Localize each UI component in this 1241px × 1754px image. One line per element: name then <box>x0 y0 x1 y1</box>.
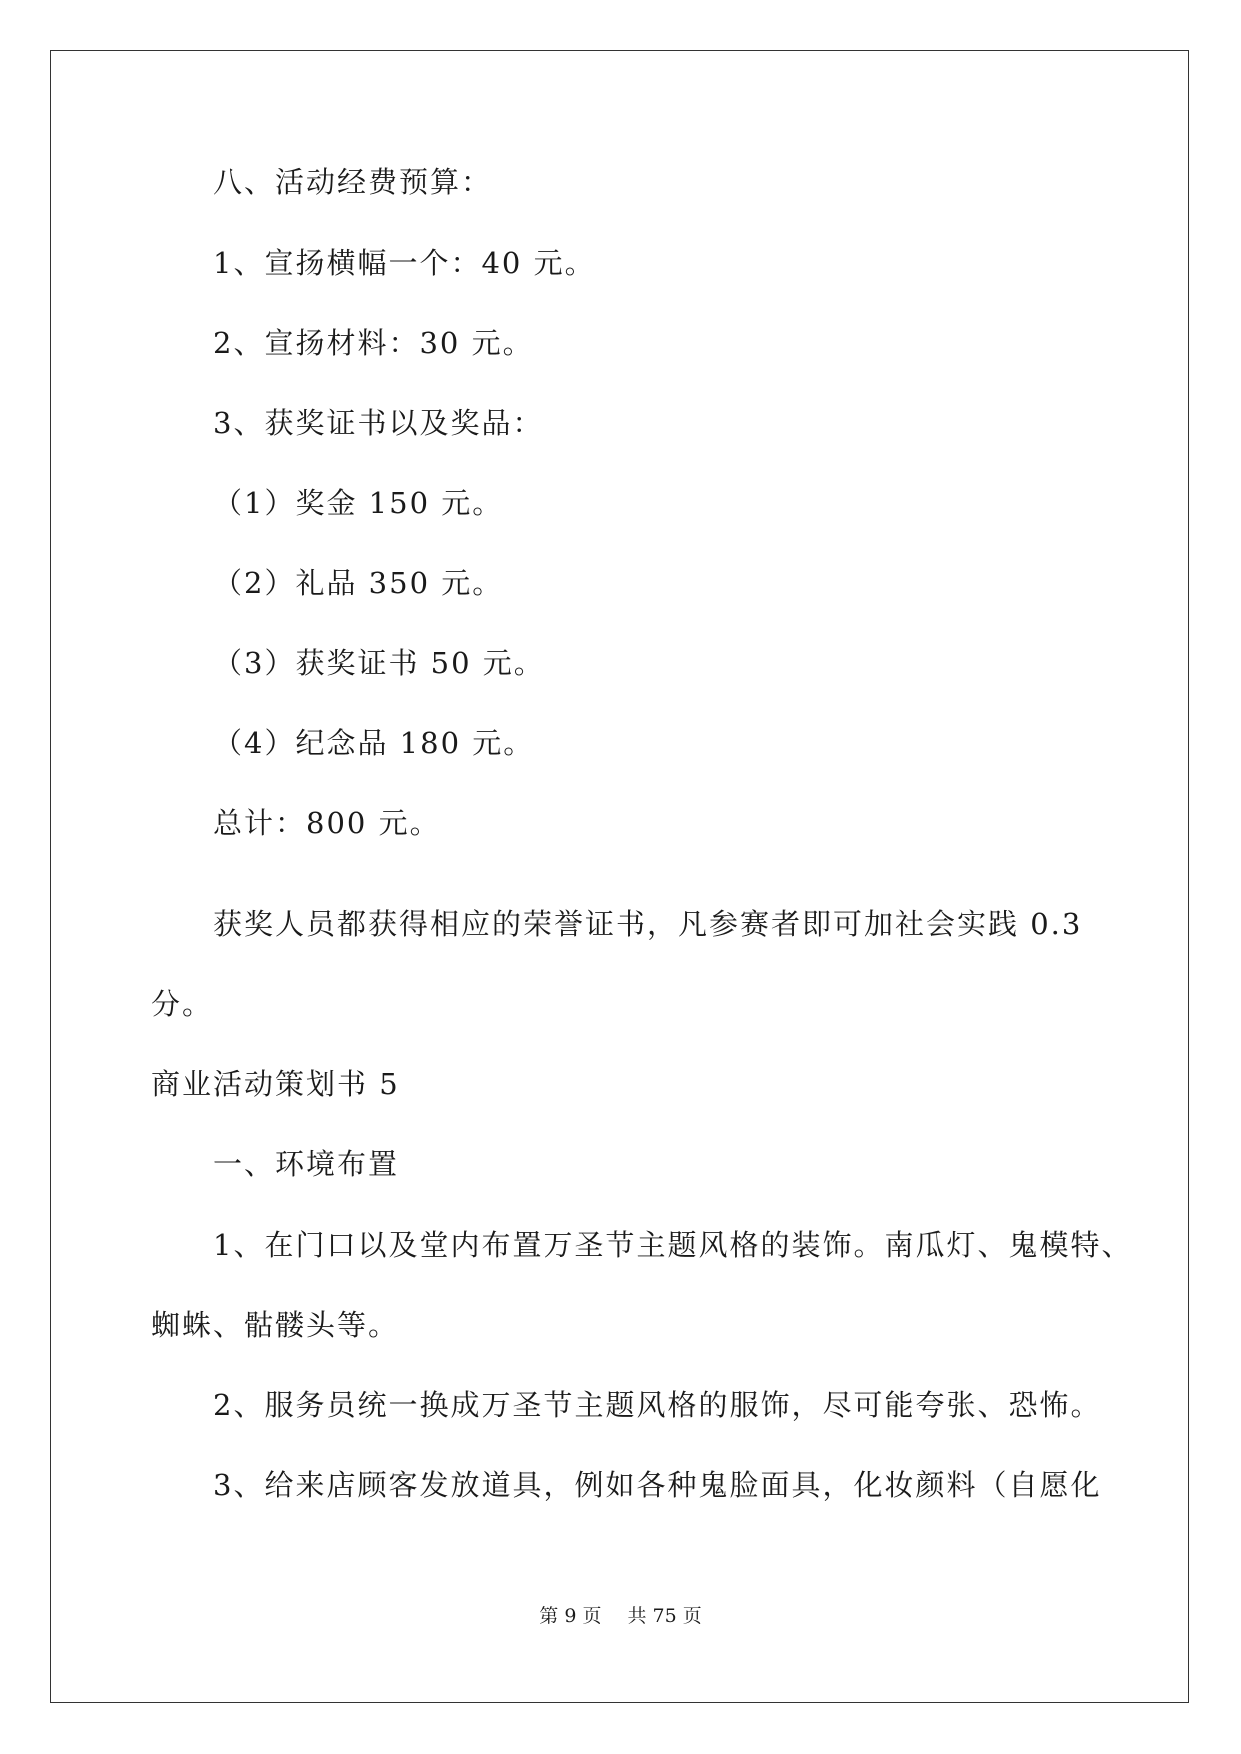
environment-item-1: 1、在门口以及堂内布置万圣节主题风格的装饰。南瓜灯、鬼模特、 <box>213 1228 1133 1262</box>
page-frame <box>50 50 1189 1703</box>
environment-item-2: 2、服务员统一换成万圣节主题风格的服饰，尽可能夸张、恐怖。 <box>213 1388 1102 1422</box>
paragraph-awards-note-cont: 分。 <box>151 987 214 1021</box>
budget-subitem-souvenirs: （4）纪念品 180 元。 <box>213 726 535 760</box>
budget-total: 总计：800 元。 <box>213 806 441 840</box>
budget-item-banner: 1、宣扬横幅一个：40 元。 <box>213 246 596 280</box>
section-heading-budget: 八、活动经费预算： <box>213 165 493 199</box>
budget-subitem-certificates: （3）获奖证书 50 元。 <box>213 646 545 680</box>
page-footer <box>0 1604 1241 1628</box>
budget-subitem-gifts: （2）礼品 350 元。 <box>213 566 504 600</box>
paragraph-awards-note: 获奖人员都获得相应的荣誉证书，凡参赛者即可加社会实践 0.3 <box>213 907 1083 941</box>
budget-subitem-prize-money: （1）奖金 150 元。 <box>213 486 504 520</box>
document-subtitle: 商业活动策划书 5 <box>151 1067 400 1101</box>
budget-item-materials: 2、宣扬材料：30 元。 <box>213 326 534 360</box>
section-heading-environment: 一、环境布置 <box>213 1147 400 1181</box>
page-number: 第 9 页 <box>539 1605 602 1627</box>
budget-item-awards: 3、获奖证书以及奖品： <box>213 406 544 440</box>
environment-item-3: 3、给来店顾客发放道具，例如各种鬼脸面具，化妆颜料（自愿化 <box>213 1468 1102 1502</box>
environment-item-1-cont: 蜘蛛、骷髅头等。 <box>151 1308 400 1342</box>
page-total: 共 75 页 <box>627 1605 702 1627</box>
